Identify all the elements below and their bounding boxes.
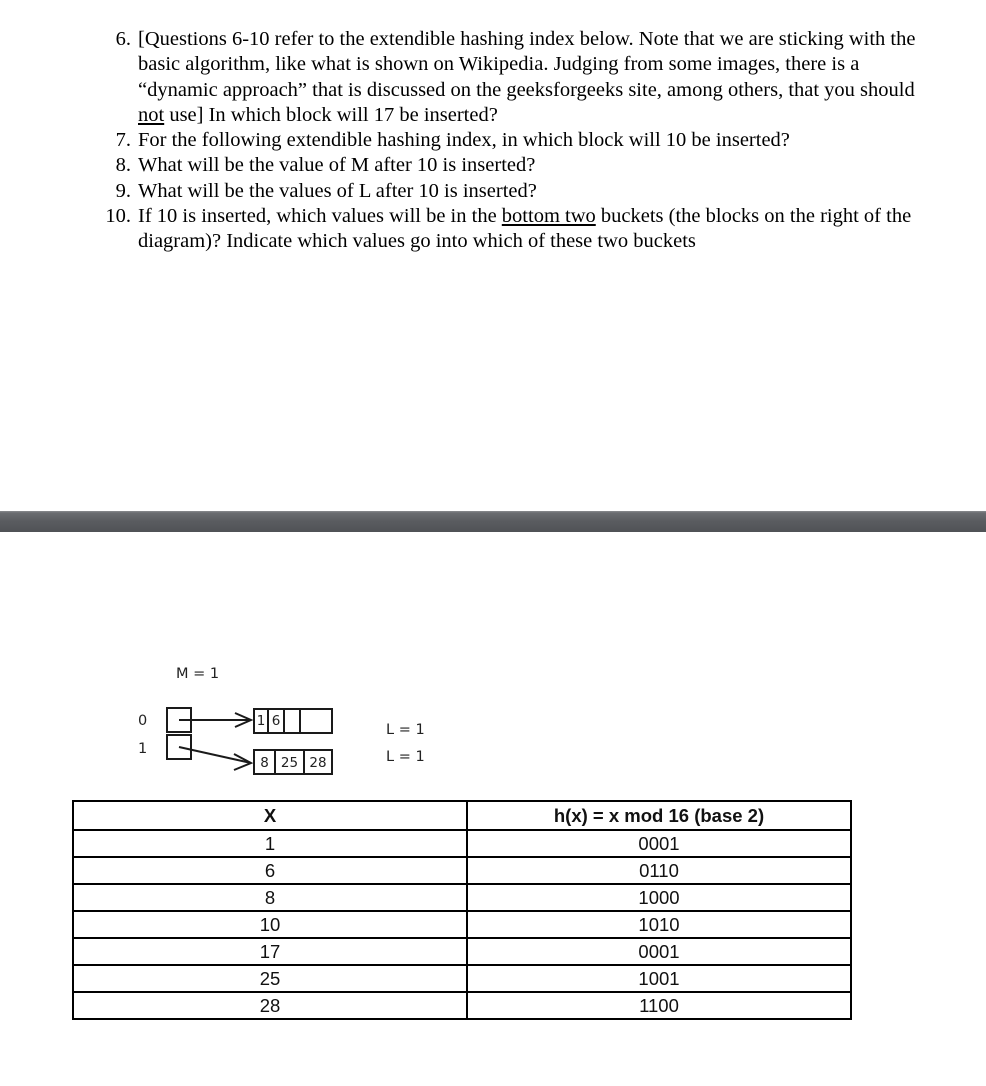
question-10 (0, 204, 986, 255)
column-header-x: X (73, 801, 467, 830)
table-row (73, 911, 851, 938)
directory-index-1: 1 (138, 741, 148, 757)
table-header-row (73, 801, 851, 830)
x-value: 28 (73, 992, 467, 1019)
question-number: 7. (115, 129, 131, 152)
table-row (73, 965, 851, 992)
table-row (73, 830, 851, 857)
question-text: For the following extendible hashing index, in which block will 10 be inserted? (138, 129, 790, 152)
question-text: What will be the value of M after 10 is inserted? (138, 154, 536, 177)
bucket-1-value: 8 (260, 755, 269, 771)
x-value: 25 (73, 965, 467, 992)
bucket-1-value: 25 (280, 755, 299, 771)
hash-value: 1010 (467, 911, 851, 938)
local-depth-label-1: L = 1 (386, 749, 425, 765)
question-text: [Questions 6-10 refer to the extendible hashing index below. Note that we are sticking with the basic algorithm, like what is shown on Wikipedia. Judging from some images, there is a “dynamic approach” that is discussed on the geeksforgeeks site, among others, that you should (138, 28, 916, 101)
x-value: 1 (73, 830, 467, 857)
global-depth-label: M = 1 (176, 666, 220, 682)
question-7 (0, 128, 986, 153)
hash-value: 0110 (467, 857, 851, 884)
directory-index-0: 0 (138, 713, 148, 729)
question-list (0, 27, 986, 255)
question-number: 6. (115, 28, 131, 50)
question-text: buckets (the blocks on the right of the diagram)? Indicate which values go into which of these two buckets (138, 205, 912, 253)
pointer-arrow-1 (179, 747, 251, 763)
table-row (73, 992, 851, 1019)
bucket-0-value (284, 711, 300, 731)
hash-value: 1000 (467, 884, 851, 911)
section-divider-bar (0, 511, 986, 532)
bucket-0-value: 1 (256, 713, 266, 729)
question-6 (0, 27, 986, 128)
hash-value: 0001 (467, 830, 851, 857)
x-value: 10 (73, 911, 467, 938)
local-depth-label-0: L = 1 (386, 722, 425, 738)
x-value: 8 (73, 884, 467, 911)
bucket-0-value: 6 (271, 713, 281, 729)
diagram-graphics (0, 560, 986, 800)
hash-value-table (72, 800, 852, 1020)
hash-value: 0001 (467, 938, 851, 965)
table-row (73, 884, 851, 911)
hash-value: 1001 (467, 965, 851, 992)
table-row (73, 938, 851, 965)
question-text: What will be the values of L after 10 is inserted? (138, 179, 537, 202)
question-number: 8. (115, 154, 131, 177)
column-header-hash: h(x) = x mod 16 (base 2) (467, 801, 851, 830)
question-number: 9. (115, 179, 131, 202)
question-9 (0, 179, 986, 204)
hash-value: 1100 (467, 992, 851, 1019)
table-row (73, 857, 851, 884)
x-value: 6 (73, 857, 467, 884)
underlined-word: not (138, 103, 165, 126)
underlined-phrase: bottom two (501, 205, 596, 228)
question-8 (0, 153, 986, 178)
question-text: If 10 is inserted, which values will be in the (138, 205, 502, 228)
extendible-hashing-diagram (0, 560, 986, 800)
bucket-1-value: 28 (309, 755, 327, 771)
x-value: 17 (73, 938, 467, 965)
question-number: 10. (105, 205, 131, 228)
question-text: use] In which block will 17 be inserted? (164, 103, 498, 126)
